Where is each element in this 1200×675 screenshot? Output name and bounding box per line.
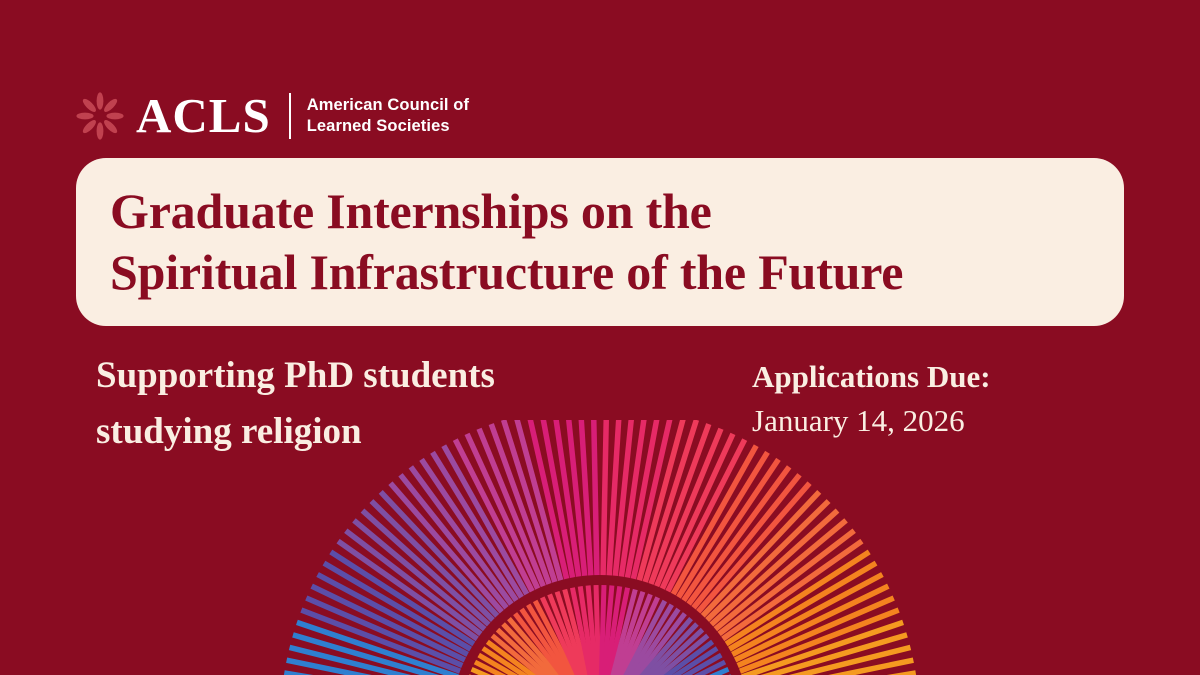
acls-name-line-2: Learned Societies: [306, 117, 450, 135]
acls-name-line-1: American Council of: [306, 96, 470, 114]
deadline-label: Applications Due:: [752, 359, 991, 394]
subheading-line-2: studying religion: [96, 411, 362, 452]
page-title-line-1: Graduate Internships on the: [110, 183, 712, 239]
logo-divider: [289, 93, 291, 139]
radial-fan-burst-graphic: [0, 420, 1200, 675]
acls-logo: [76, 86, 469, 146]
acls-acronym: ACLS: [136, 88, 271, 143]
acls-full-name: [307, 95, 469, 137]
deadline-date: January 14, 2026: [752, 403, 965, 438]
subheading-line-1: Supporting PhD students: [96, 355, 495, 396]
acls-flower-mark-icon: [76, 92, 124, 140]
title-card: [76, 158, 1124, 326]
page-title-line-2: Spiritual Infrastructure of the Future: [110, 244, 904, 300]
